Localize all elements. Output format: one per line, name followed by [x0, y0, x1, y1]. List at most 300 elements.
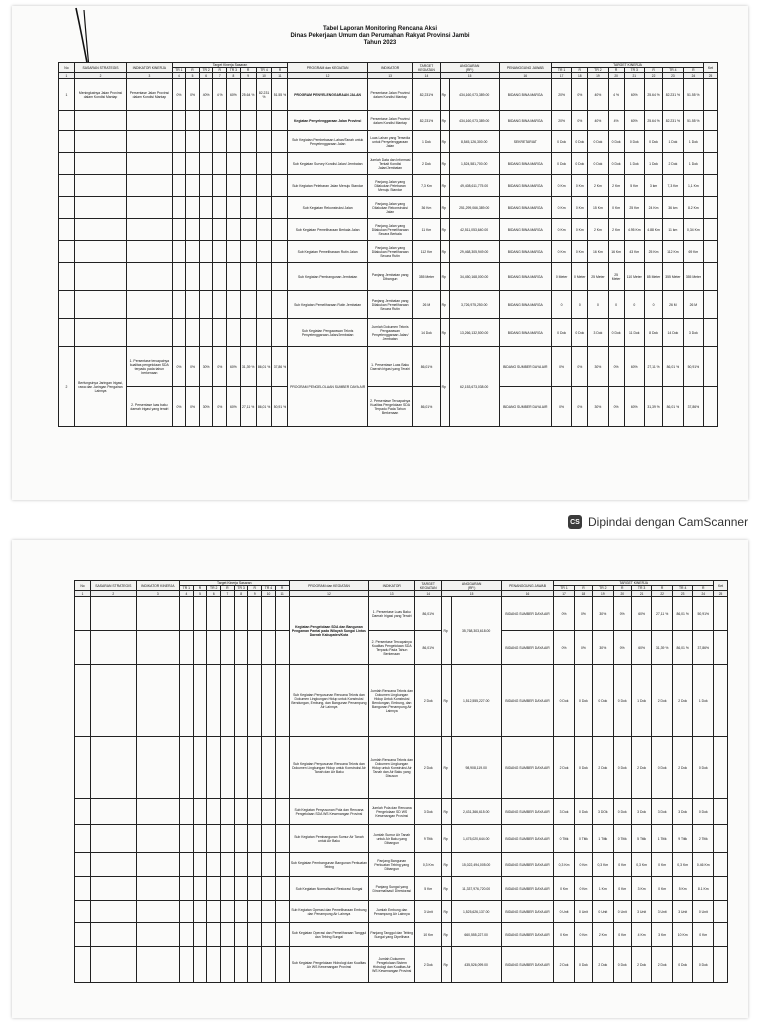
- penanggung-jawab: BIDANG BINA MARGA: [499, 111, 551, 131]
- target-kinerja-0: 0: [551, 291, 571, 319]
- target-kinerja-6: 82.231 %: [663, 79, 683, 111]
- target-kinerja-3: 0%: [613, 597, 631, 631]
- target-kinerja-0: 3 Dok: [554, 799, 575, 825]
- target-kinerja-7: 0 Unit: [693, 901, 714, 923]
- target-kinerja-2: 2 Km: [588, 219, 608, 241]
- p1-col-num-14: 14: [413, 73, 440, 79]
- empty-cell: [275, 901, 289, 923]
- empty-cell: [193, 853, 207, 877]
- program-kegiatan: PROGRAM PENGELOLAAN SUMBER DAYA AIR: [288, 347, 368, 427]
- target-kinerja-4: 2 Dok: [631, 947, 652, 983]
- target-kinerja-6: 2 Dok: [672, 737, 693, 799]
- empty-cell: [221, 825, 235, 853]
- empty-cell: [90, 853, 136, 877]
- empty-cell: [90, 631, 136, 665]
- p1-col-num-12: 12: [288, 73, 368, 79]
- empty-cell: [186, 319, 200, 347]
- anggaran-value: 98,908,119.00: [451, 737, 501, 799]
- row-no: 1: [59, 79, 75, 111]
- empty-cell: [136, 853, 179, 877]
- target-kinerja-3: 0 Km: [608, 197, 624, 219]
- target-kinerja-4: 5 Km: [624, 175, 644, 197]
- empty-cell: [90, 901, 136, 923]
- target-kinerja-3: 2 Km: [608, 175, 624, 197]
- indikator-kegiatan: Panjang Sungai yang Dinormalisasi/ Direstorasi: [369, 877, 415, 901]
- target-kinerja-2: 25 Meter: [588, 263, 608, 291]
- empty-cell: [75, 923, 91, 947]
- target-kinerja-6: 14 Dok: [663, 319, 683, 347]
- p1-col-num-25: 25: [704, 73, 718, 79]
- target-kinerja-3: 0 Dok: [613, 737, 631, 799]
- empty-cell: [90, 737, 136, 799]
- p1-header-target: TARGET KEGIATAN: [413, 63, 440, 73]
- p1-header-indikator: INDIKATOR KINERJA: [127, 63, 172, 73]
- empty-cell: [136, 877, 179, 901]
- penanggung-jawab: BIDANG SUMBER DAYA AIR: [499, 347, 551, 387]
- p1-header-tw-t-5: R: [644, 68, 662, 73]
- target-kinerja-6: 3 Dok: [672, 799, 693, 825]
- target-kinerja-2: 3 Dok: [588, 319, 608, 347]
- rp-prefix: Rp: [440, 79, 449, 111]
- empty-cell: [234, 923, 248, 947]
- empty-cell: [199, 263, 213, 291]
- p2-header-target: TARGET KEGIATAN: [415, 581, 442, 591]
- p2-col-num-23: 23: [672, 591, 693, 597]
- target-kinerja-0: 0%: [551, 387, 571, 427]
- p2-col-num-14: 14: [415, 591, 442, 597]
- target-kegiatan: 10 Km: [415, 923, 442, 947]
- target-kinerja-1: 0 Dok: [574, 665, 592, 737]
- target-kegiatan: 355 Meter: [413, 263, 440, 291]
- target-kinerja-4: 43 Km: [624, 241, 644, 263]
- target-kinerja-7: 51.55 %: [683, 111, 704, 131]
- target-kinerja-5: 85 Meter: [644, 263, 662, 291]
- empty-cell: [172, 241, 186, 263]
- anggaran-value: 1,525,626,137.00: [451, 901, 501, 923]
- empty-cell: [136, 631, 179, 665]
- target-kinerja-1: 0 Unit: [574, 901, 592, 923]
- empty-cell: [227, 175, 241, 197]
- table-row: [59, 347, 718, 387]
- target-kinerja-4: 60%: [624, 111, 644, 131]
- penanggung-jawab: SEKRETARIAT: [499, 131, 551, 153]
- program-kegiatan: Sub Kegiatan Pelebaran Jalan Menuju Standar: [288, 175, 368, 197]
- empty-cell: [272, 291, 288, 319]
- empty-cell: [275, 597, 289, 631]
- target-kinerja-2: 3 DOk: [593, 799, 614, 825]
- penanggung-jawab: BIDANG BINA MARGA: [499, 291, 551, 319]
- target-kinerja-1: 0 Dok: [574, 737, 592, 799]
- p2-col-num-1: 1: [75, 591, 91, 597]
- target-kinerja-2: 2 Dok: [593, 947, 614, 983]
- empty-cell: [275, 665, 289, 737]
- p2-header-tw-s-3: R: [221, 586, 235, 591]
- target-kinerja-1: 0 Km: [572, 175, 588, 197]
- target-kinerja-1: 0 Km: [572, 241, 588, 263]
- p2-col-num-5: 5: [193, 591, 207, 597]
- target-kinerja-7: 1 Dok: [683, 131, 704, 153]
- header-row: [75, 581, 728, 586]
- target-kinerja-5: 4.88 Km: [644, 219, 662, 241]
- target-sasaran-6: 82.231 %: [256, 79, 272, 111]
- empty-cell: [275, 631, 289, 665]
- ket-cell: [704, 175, 718, 197]
- p2-header-tw-s-5: R: [248, 586, 262, 591]
- p2-header-tw-t-7: R: [693, 586, 714, 591]
- empty-cell: [262, 901, 276, 923]
- target-kinerja-6: 3 Unit: [672, 901, 693, 923]
- target-kinerja-1: 0 Dok: [572, 131, 588, 153]
- target-kinerja-5: 3 Unit: [652, 901, 673, 923]
- target-kinerja-7: 1 Dok: [693, 665, 714, 737]
- indikator-kegiatan: Jumlah Embung dan Penampung Air Lainnya: [369, 901, 415, 923]
- empty-cell: [275, 923, 289, 947]
- target-kinerja-4: 3 Unit: [631, 901, 652, 923]
- ket-cell: [704, 291, 718, 319]
- empty-cell: [90, 947, 136, 983]
- empty-cell: [75, 737, 91, 799]
- empty-cell: [207, 799, 221, 825]
- indikator-kinerja: 1. Persentase tercapainya kualitas pengelolaan SDA terpadu pada tahun berkenaan: [127, 347, 172, 387]
- target-kinerja-1: 0 Km: [572, 197, 588, 219]
- empty-cell: [193, 923, 207, 947]
- anggaran-label: ANGGARAN: [461, 581, 482, 586]
- anggaran-value: 35,768,303,618.00: [451, 597, 501, 665]
- p2-header-tw-s-6: TR 4: [262, 586, 276, 591]
- indikator-kegiatan: 1. Persentase Luas Baku Daerah Irigasi yang Terairi: [369, 597, 415, 631]
- rp-prefix: Rp: [442, 597, 451, 665]
- p2-header-tw-s-7: R: [275, 586, 289, 591]
- empty-cell: [256, 153, 272, 175]
- empty-cell: [186, 241, 200, 263]
- p2-col-num-11: 11: [275, 591, 289, 597]
- rp-prefix: Rp: [440, 175, 449, 197]
- penanggung-jawab: BIDANG SUMBER DAYA AIR: [501, 825, 554, 853]
- p2-header-anggaran: [442, 581, 501, 591]
- empty-cell: [172, 175, 186, 197]
- target-kinerja-2: 40%: [588, 111, 608, 131]
- penanggung-jawab: BIDANG SUMBER DAYA AIR: [501, 799, 554, 825]
- empty-cell: [193, 825, 207, 853]
- indikator-kegiatan: Panjang Jalan yang Dilakukan Pemeliharaan Secara Berkala: [367, 219, 412, 241]
- empty-cell: [234, 825, 248, 853]
- target-kinerja-3: 0 Dok: [608, 319, 624, 347]
- empty-cell: [199, 197, 213, 219]
- target-kinerja-7: 37,86%: [683, 387, 704, 427]
- target-kegiatan: 2 Dok: [415, 947, 442, 983]
- target-sasaran-1: 0%: [186, 387, 200, 427]
- p1-col-num-17: 17: [551, 73, 571, 79]
- target-sasaran-4: 60%: [227, 387, 241, 427]
- target-sasaran-5: 31,39 %: [240, 347, 256, 387]
- target-kinerja-1: 0%: [572, 111, 588, 131]
- target-kinerja-0: 0 Dok: [551, 153, 571, 175]
- target-kinerja-5: 2 Dok: [652, 665, 673, 737]
- target-kinerja-3: 0 Dok: [613, 947, 631, 983]
- empty-cell: [136, 923, 179, 947]
- program-kegiatan: Sub Kegiatan Pembangunan Sumur Air Tanah untuk Air Baku: [289, 825, 369, 853]
- indikator-kegiatan: Panjang Jalan yang Dilakukan Pemeliharaan Secara Rutin: [367, 241, 412, 263]
- empty-cell: [136, 665, 179, 737]
- table-row: [59, 111, 718, 131]
- target-kegiatan: 11 Km: [413, 219, 440, 241]
- target-kinerja-7: 37,86%: [693, 631, 714, 665]
- empty-cell: [180, 737, 194, 799]
- p1-header-tw-s-0: TR 1: [172, 68, 186, 73]
- rp-prefix: Rp: [440, 319, 449, 347]
- empty-cell: [59, 263, 75, 291]
- empty-cell: [262, 631, 276, 665]
- empty-cell: [227, 263, 241, 291]
- target-kinerja-4: 60%: [631, 631, 652, 665]
- target-kinerja-4: 1 Dok: [624, 153, 644, 175]
- indikator-kinerja: 2. Persentase luas baku daerah irigasi yang terairi: [127, 387, 172, 427]
- target-kegiatan: 82,231%: [413, 79, 440, 111]
- target-sasaran-2: 30%: [199, 387, 213, 427]
- monitoring-table-page-2: [74, 580, 728, 983]
- empty-cell: [90, 799, 136, 825]
- p2-header-program: PROGRAM dan KEGIATAN: [289, 581, 369, 591]
- target-kinerja-1: 0 Dok: [574, 947, 592, 983]
- table-row: [75, 853, 728, 877]
- empty-cell: [213, 153, 227, 175]
- penanggung-jawab: BIDANG SUMBER DAYA AIR: [501, 901, 554, 923]
- ket-cell: [714, 947, 728, 983]
- penanggung-jawab: BIDANG BINA MARGA: [499, 241, 551, 263]
- p1-header-target-sasaran: Target Kinerja Sasaran: [172, 63, 288, 68]
- rp-prefix: Rp: [442, 877, 451, 901]
- target-kinerja-2: 0 Dok: [588, 153, 608, 175]
- p2-col-num-20: 20: [613, 591, 631, 597]
- target-kinerja-0: 2 Dok: [554, 737, 575, 799]
- target-kegiatan: 82,231%: [413, 111, 440, 131]
- ket-cell: [704, 263, 718, 291]
- indikator-kegiatan: Panjang Jembatan yang Dilakukan Pemeliharaan Secara Rutin: [367, 291, 412, 319]
- p1-header-tw-t-1: R: [572, 68, 588, 73]
- target-kinerja-1: 0%: [572, 79, 588, 111]
- target-kinerja-4: 60%: [624, 387, 644, 427]
- target-kinerja-6: 11 km: [663, 219, 683, 241]
- empty-cell: [227, 291, 241, 319]
- sasaran-strategis: Berfungsinya Jaringan Irigasi, rawa dan Jaringan Pengairan Lainnya: [74, 347, 126, 427]
- empty-cell: [240, 291, 256, 319]
- p2-header-indikator-2: INDIKATOR: [369, 581, 415, 591]
- target-kinerja-1: 0 Km: [572, 219, 588, 241]
- target-kinerja-5: 25 Km: [644, 241, 662, 263]
- target-kinerja-3: 0%: [613, 631, 631, 665]
- p2-col-num-24: 24: [693, 591, 714, 597]
- target-kinerja-3: 4%: [608, 111, 624, 131]
- empty-cell: [221, 799, 235, 825]
- target-kinerja-6: 0 Dok: [672, 947, 693, 983]
- empty-cell: [207, 853, 221, 877]
- target-kinerja-2: 0 Dok: [588, 131, 608, 153]
- indikator-kegiatan: Panjang Bangunan Perkuatan Tebing yang Dibangun: [369, 853, 415, 877]
- anggaran-value: 13,266,132,500.00: [449, 319, 499, 347]
- target-kinerja-3: 25 Meter: [608, 263, 624, 291]
- anggaran-value: 1,475,020,644.00: [451, 825, 501, 853]
- empty-cell: [74, 153, 126, 175]
- empty-cell: [213, 319, 227, 347]
- empty-cell: [221, 853, 235, 877]
- empty-cell: [186, 291, 200, 319]
- empty-cell: [193, 877, 207, 901]
- target-kinerja-0: 20%: [551, 79, 571, 111]
- p2-col-num-10: 10: [262, 591, 276, 597]
- empty-cell: [193, 597, 207, 631]
- target-kinerja-5: 3 Dok: [652, 799, 673, 825]
- program-kegiatan: Sub Kegiatan Pemeliharaan Berkala Jalan: [288, 219, 368, 241]
- target-sasaran-2: 40%: [199, 79, 213, 111]
- ket-cell: [704, 387, 718, 427]
- p2-header-tw-t-1: R: [574, 586, 592, 591]
- target-kinerja-5: 0 Dok: [644, 131, 662, 153]
- camscanner-label: Dipindai dengan CamScanner: [588, 515, 749, 529]
- indikator-kegiatan: 2. Persentase Tercapainya Kualitas Pengelolaan SDA Terpadu Pada Tahun Berkenaan: [369, 631, 415, 665]
- target-kinerja-2: 40%: [588, 79, 608, 111]
- program-kegiatan: Sub Kegiatan Penyusunan Rencana Teknis dan Dokumen Lingkungan Hidup untuk Konstruksi Bendungan, Embung, dan Bangunan Penampung Air Lainnya: [289, 665, 369, 737]
- empty-cell: [186, 263, 200, 291]
- target-kegiatan: 112 Km: [413, 241, 440, 263]
- empty-cell: [136, 597, 179, 631]
- empty-cell: [74, 219, 126, 241]
- p1-header-ket: Ket: [704, 63, 718, 73]
- p1-col-num-15: 15: [440, 73, 499, 79]
- penanggung-jawab: BIDANG BINA MARGA: [499, 197, 551, 219]
- empty-cell: [172, 219, 186, 241]
- target-kinerja-5: 31,39 %: [652, 631, 673, 665]
- program-kegiatan: Sub Kegiatan Penyusunan Rencana Teknis dan Dokumen Lingkungan Hidup untuk Konstruksi Air Tanah dan Air Baku: [289, 737, 369, 799]
- empty-cell: [248, 853, 262, 877]
- p1-header-tw-t-3: R: [608, 68, 624, 73]
- target-kinerja-1: 0%: [574, 597, 592, 631]
- p2-col-num-7: 7: [221, 591, 235, 597]
- p2-header-tw-t-2: TR 2: [593, 586, 614, 591]
- target-kinerja-0: 0 Km: [554, 877, 575, 901]
- empty-cell: [136, 799, 179, 825]
- rp-prefix: Rp: [440, 219, 449, 241]
- row-no: 2: [59, 347, 75, 427]
- p1-col-num-20: 20: [608, 73, 624, 79]
- empty-cell: [74, 197, 126, 219]
- target-kinerja-2: 16 Km: [588, 241, 608, 263]
- target-sasaran-2: 30%: [199, 347, 213, 387]
- target-kinerja-3: 0 Unit: [613, 901, 631, 923]
- program-kegiatan: Sub Kegiatan Pengawasan Teknis Penyelenggaraan Jalan/Jembatan: [288, 319, 368, 347]
- program-kegiatan: Sub Kegiatan Pemeliharaan Rutin Jalan: [288, 241, 368, 263]
- p1-col-num-4: 4: [172, 73, 186, 79]
- empty-cell: [75, 825, 91, 853]
- target-kinerja-3: 0 Km: [613, 877, 631, 901]
- target-kinerja-7: 355 Meter: [683, 263, 704, 291]
- target-kinerja-1: 0%: [572, 387, 588, 427]
- camscanner-icon: CS: [568, 515, 582, 529]
- empty-cell: [275, 825, 289, 853]
- rp-prefix: Rp: [440, 291, 449, 319]
- empty-cell: [221, 597, 235, 631]
- ket-cell: [714, 923, 728, 947]
- target-kinerja-0: 0 Meter: [551, 263, 571, 291]
- header-row: [59, 63, 718, 68]
- rp-prefix: Rp: [442, 665, 451, 737]
- empty-cell: [213, 291, 227, 319]
- target-kinerja-7: 0 Dok: [693, 737, 714, 799]
- p1-header-target-kinerja: TARGET KINERJA: [551, 63, 703, 68]
- p2-col-num-19: 19: [593, 591, 614, 597]
- penanggung-jawab: BIDANG BINA MARGA: [499, 153, 551, 175]
- empty-cell: [172, 263, 186, 291]
- target-kinerja-0: 0 Dok: [551, 131, 571, 153]
- target-kinerja-6: 86,01 %: [672, 631, 693, 665]
- empty-cell: [262, 799, 276, 825]
- target-kinerja-3: 2 Km: [608, 219, 624, 241]
- program-kegiatan: Sub Kegiatan Pemeliharaan Rutin Jembatan: [288, 291, 368, 319]
- target-kinerja-6: 2 Dok: [663, 153, 683, 175]
- p1-header-program: PROGRAM dan KEGIATAN: [288, 63, 368, 73]
- table-row: [59, 263, 718, 291]
- penanggung-jawab: BIDANG SUMBER DAYA AIR: [501, 877, 554, 901]
- target-kegiatan: 2 Dok: [413, 153, 440, 175]
- empty-cell: [59, 197, 75, 219]
- p2-col-num-22: 22: [652, 591, 673, 597]
- empty-cell: [186, 175, 200, 197]
- target-kinerja-6: 86,01 %: [663, 387, 683, 427]
- p1-header-tw-s-5: R: [240, 68, 256, 73]
- p1-header-tw-t-7: R: [683, 68, 704, 73]
- table-row: [75, 631, 728, 665]
- target-kinerja-7: 0 Dok: [693, 799, 714, 825]
- title-line-3: Tahun 2023: [363, 40, 397, 46]
- empty-cell: [262, 923, 276, 947]
- target-kinerja-5: 1 Dok: [644, 153, 662, 175]
- rp-label: (RP.): [465, 67, 474, 72]
- p2-col-num-12: 12: [289, 591, 369, 597]
- empty-cell: [240, 197, 256, 219]
- p2-col-num-3: 3: [136, 591, 179, 597]
- empty-cell: [248, 597, 262, 631]
- camscanner-watermark: [568, 512, 758, 532]
- empty-cell: [262, 665, 276, 737]
- ket-cell: [714, 853, 728, 877]
- target-kinerja-2: 1 Km: [593, 877, 614, 901]
- target-kinerja-7: 50,91%: [683, 347, 704, 387]
- target-kegiatan: 86,01%: [413, 347, 440, 387]
- indikator-kegiatan: Persentase Jalan Provinsi dalam Kondisi Mantap: [367, 111, 412, 131]
- empty-cell: [186, 197, 200, 219]
- anggaran-value: 62,153,673,038.00: [449, 347, 499, 427]
- target-kinerja-5: 31,39 %: [644, 387, 662, 427]
- table-row: [75, 901, 728, 923]
- target-sasaran-4: 60%: [227, 79, 241, 111]
- empty-cell: [240, 175, 256, 197]
- anggaran-value: 11,337,976,720.00: [451, 877, 501, 901]
- empty-cell: [256, 241, 272, 263]
- ket-cell: [704, 319, 718, 347]
- penanggung-jawab: BIDANG SUMBER DAYA AIR: [501, 947, 554, 983]
- empty-cell: [213, 263, 227, 291]
- target-kegiatan: 2 Dok: [415, 737, 442, 799]
- table-row: [59, 175, 718, 197]
- p1-header-tw-t-4: TR 3: [624, 68, 644, 73]
- empty-cell: [193, 665, 207, 737]
- target-kinerja-4: 0 Dok: [624, 131, 644, 153]
- empty-cell: [221, 923, 235, 947]
- target-sasaran-7: 51.55 %: [272, 79, 288, 111]
- empty-cell: [227, 153, 241, 175]
- ket-cell: [714, 631, 728, 665]
- indikator-kegiatan: Jumlah Dokumen Pengelolaan Sistem Hidrologi dan Kualitas Air WS Kewenangan Provinsi: [369, 947, 415, 983]
- target-kinerja-1: 0 Meter: [572, 263, 588, 291]
